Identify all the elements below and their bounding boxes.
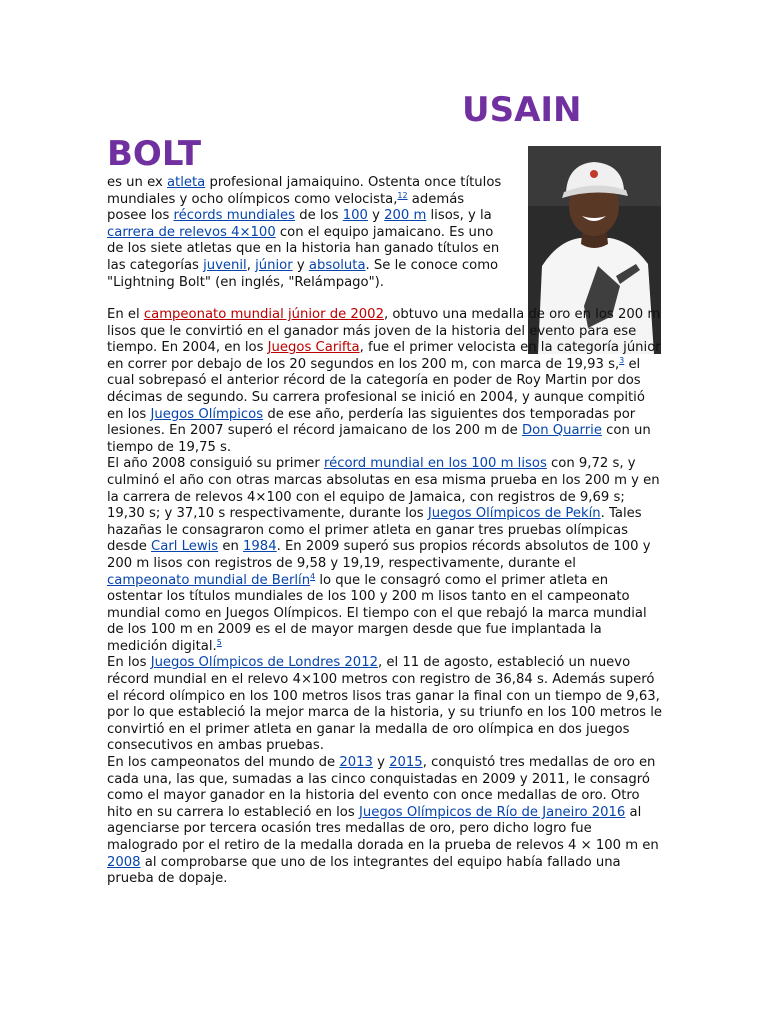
link-records-mundiales[interactable]: récords mundiales	[173, 208, 296, 224]
text: En el	[107, 307, 144, 322]
text: ,	[246, 257, 256, 273]
text: en	[218, 539, 244, 555]
text: profesional jamaiquino. Ostenta once títulos mundiales y ocho olímpicos como velocista,	[107, 175, 502, 207]
text: el cual sobrepasó el anterior récord de la categoría en poder de Roy Martin por dos décimas de segundo. Su carrera profesional se inició en 2004, y aunque compitió en los	[107, 356, 645, 422]
link-juegos-carifta[interactable]: Juegos Carifta	[267, 340, 360, 356]
link-atleta[interactable]: atleta	[166, 175, 206, 190]
text: . Se le conoce como "Lightning Bolt" (en inglés, "Relámpago").	[107, 257, 499, 290]
link-don-quarrie[interactable]: Don Quarrie	[521, 423, 602, 439]
link-2013[interactable]: 2013	[339, 755, 373, 771]
text: lo que le consagró como el primer atleta en ostentar los títulos mundiales de los 100 y 200 m lisos tanto en el campeonato mundial como en Juegos Olímpicos. El tiempo con el que rebajó la marca mundial de los 100 m en 2009 es el de mayor margen desde que fue implantada la medición digital.	[107, 572, 647, 654]
citation-5[interactable]: 5	[216, 637, 222, 647]
text: con el equipo jamaicano. Es uno de los siete atletas que en la historia han ganado títulos en las categorías	[107, 224, 500, 273]
text: de ese año, perdería las siguientes dos temporadas por lesiones. En 2007 superó el récord jamaicano de los 200 m de	[107, 406, 636, 439]
paragraph-londres	[107, 655, 662, 755]
text: El año 2008 consiguió su primer	[107, 456, 324, 472]
text: además posee los	[107, 191, 465, 224]
link-2015[interactable]: 2015	[389, 755, 423, 771]
text: de los	[295, 208, 343, 224]
link-100[interactable]: 100	[342, 208, 368, 224]
text: , fue el primer velocista en la categoría júnior en correr por debajo de los 20 segundos en los 200 m, con marca de 19,93 s,	[107, 340, 661, 372]
link-record-100m[interactable]: récord mundial en los 100 m lisos	[323, 456, 547, 472]
text: En los	[107, 655, 151, 671]
text: es un ex	[107, 175, 167, 190]
link-carrera-relevos[interactable]: carrera de relevos 4×100	[107, 224, 276, 240]
body-text	[107, 307, 662, 888]
citation-3[interactable]: 3	[619, 355, 625, 365]
text: y	[367, 208, 385, 224]
text: y	[292, 257, 309, 273]
paragraph-junior	[107, 307, 661, 455]
link-juegos-londres-2012[interactable]: Juegos Olímpicos de Londres 2012	[150, 655, 378, 671]
link-carl-lewis[interactable]: Carl Lewis	[151, 539, 219, 555]
link-200m[interactable]: 200 m	[384, 208, 427, 224]
text: con 9,72 s, y culminó el año con otras marcas absolutas en esa misma prueba en los 200 m y en la carrera de relevos 4×100 con el equipo de Jamaica, con registros de 9,69 s; 19,30 s; y 37,10 s respectivamente, durante los	[107, 456, 660, 522]
text: En los campeonatos del mundo de	[107, 755, 340, 771]
link-2008[interactable]: 2008	[107, 854, 141, 870]
text: . Tales hazañas le consagraron como el primer atleta en ganar tres pruebas olímpicas desde	[107, 506, 642, 555]
text: y	[372, 755, 390, 771]
link-absoluta[interactable]: absoluta	[308, 257, 366, 273]
link-juvenil[interactable]: juvenil	[203, 257, 247, 273]
text: , el 11 de agosto, estableció un nuevo récord mundial en el relevo 4×100 metros con registro de 36,84 s. Además superó el récord olímpico en los 100 metros lisos tras ganar la final con un tiempo de 9,63, por lo que estableció la mejor marca de la historia, y su triunfo en los 100 metros le convirtió en el primer atleta en ganar la medalla de oro olímpica en dos juegos consecutivos en ambas pruebas.	[107, 655, 662, 754]
paragraph-intro	[107, 175, 502, 291]
citation-12[interactable]: 12	[397, 190, 408, 200]
link-campeonato-junior-2002[interactable]: campeonato mundial júnior de 2002	[143, 307, 384, 322]
citation-4[interactable]: 4	[310, 571, 316, 581]
text: . En 2009 superó sus propios récords absolutos de 100 y 200 m lisos con registros de 9,58 y 19,19, respectivamente, durante el	[107, 539, 651, 571]
link-juegos-pekin[interactable]: Juegos Olímpicos de Pekín	[427, 506, 601, 522]
title-last-name: BOLT	[107, 134, 202, 174]
text: al agenciarse por tercera ocasión tres medallas de oro, pero dicho logro fue malogrado por el retiro de la medalla dorada en la prueba de relevos 4 × 100 m en	[107, 804, 659, 853]
paragraph-2008-2009	[107, 456, 662, 655]
link-campeonato-berlin[interactable]: campeonato mundial de Berlín	[107, 572, 311, 588]
text: al comprobarse que uno de los integrantes del equipo había fallado una prueba de dopaje.	[107, 854, 621, 887]
text: , obtuvo una medalla de oro en los 200 m lisos que le convirtió en el ganador más joven de la historia del evento para ese tiempo. En 2004, en los	[107, 307, 661, 356]
link-juegos-olimpicos[interactable]: Juegos Olímpicos	[150, 406, 264, 422]
link-junior[interactable]: júnior	[255, 257, 293, 273]
text: con un tiempo de 19,75 s.	[107, 423, 651, 455]
title-first-name: USAIN	[462, 90, 582, 130]
link-1984[interactable]: 1984	[243, 539, 277, 555]
text: , conquistó tres medallas de oro en cada una, las que, sumadas a las cinco conquistadas en 2009 y 2011, le consagró como el mayor ganador en la historia del evento con once medallas de oro. Otro hito en su carrera lo estableció en los	[107, 755, 656, 820]
link-juegos-rio-2016[interactable]: Juegos Olímpicos de Río de Janeiro 2016	[358, 804, 626, 820]
paragraph-mundiales	[107, 755, 662, 888]
text: lisos, y la	[426, 208, 492, 224]
